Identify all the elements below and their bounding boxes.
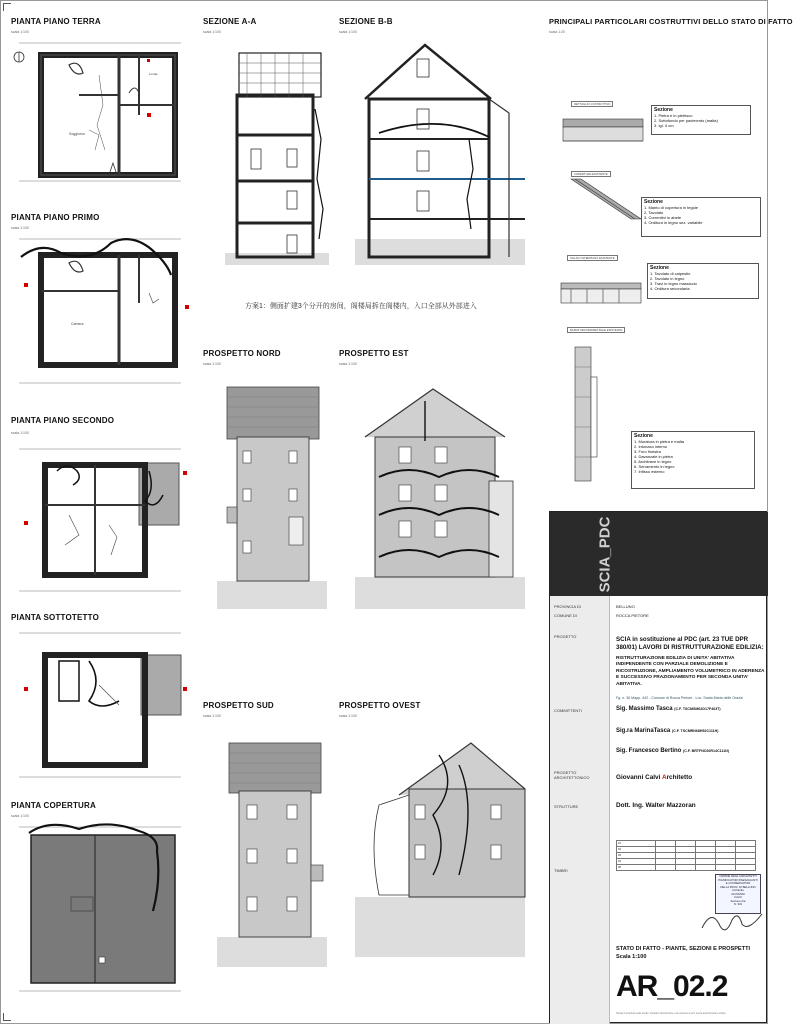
- detail-2-legend: [641, 197, 761, 237]
- stamp-line: N. 331: [733, 902, 743, 906]
- strutture-label: STRUTTURE: [554, 804, 579, 809]
- engineer-name: Dott. Ing. Walter Mazzoran: [616, 802, 696, 809]
- architect-name-rest: rchitetto: [666, 774, 693, 781]
- detail-2-tag: COPERTURA ESISTENTE: [571, 171, 611, 177]
- stamp-line: Sezione A/a: [730, 898, 746, 903]
- pianta-copertura-title: PIANTA COPERTURA: [11, 801, 96, 810]
- architect-stamp: [715, 874, 761, 914]
- revision-cell: [716, 865, 736, 871]
- particolari-scale: scala 1:20: [549, 30, 565, 34]
- pianta-piano-primo-plan: [9, 233, 195, 393]
- prospetto-ovest-scale: scala 1:100: [339, 714, 357, 718]
- detail-2-legend-title: Sezione: [644, 199, 663, 205]
- committente-name: Sig.ra MarinaTasca: [616, 728, 671, 734]
- detail-4-line: 6. Serramento in legno: [634, 464, 675, 469]
- architect-signature: [700, 910, 764, 934]
- committenti-label: COMMITTENTI: [554, 708, 582, 713]
- title-block-label-column: [550, 596, 610, 1024]
- detail-2-line: 1. Manto di copertura in tegole: [644, 205, 699, 210]
- pianta-piano-secondo-plan: [9, 441, 195, 601]
- detail-1-line: 3. Igl. 4 cm: [654, 123, 674, 128]
- revision-table: [616, 840, 756, 871]
- svg-text:Locale: Locale: [149, 72, 158, 76]
- pianta-primo-scale: scala 1:100: [11, 226, 29, 230]
- stamp-line: Architetto: [732, 888, 744, 892]
- prospetto-est-scale: scala 1:100: [339, 362, 357, 366]
- pianta-primo-title: PIANTA PIANO PRIMO: [11, 213, 100, 222]
- sezione-aa-title: SEZIONE A-A: [203, 17, 257, 26]
- prospetto-sud-scale: scala 1:100: [203, 714, 221, 718]
- prospetto-sud-title: PROSPETTO SUD: [203, 701, 274, 710]
- sheet-code: AR_02.2: [616, 970, 728, 1003]
- committente-name: Sig. Francesco Bertino: [616, 748, 682, 754]
- pianta-copertura-plan: [9, 821, 195, 1001]
- title-block: [549, 511, 767, 1023]
- architect-name: [616, 774, 692, 781]
- design-note-cn: 方案1：侧面扩建3个分开的房间，阁楼局拆在阁楼内，入口全部从外部进入: [245, 303, 477, 310]
- revision-cell: [656, 865, 676, 871]
- pianta-piano-terra-plan: [9, 35, 195, 195]
- sheet-title: STATO DI FATTO - PIANTE, SEZIONI E PROSPETTI: [616, 946, 751, 952]
- progetto-label: PROGETTO: [554, 634, 577, 639]
- detail-4-line: 2. Intonaco interno: [634, 444, 668, 449]
- revision-cell: 02: [617, 847, 656, 853]
- comune-value: ROCCA PIETORE: [616, 613, 649, 618]
- prospetto-est-title: PROSPETTO EST: [339, 349, 409, 358]
- detail-4-line: 5. Architrave in legno: [634, 459, 672, 464]
- svg-text:Soggiorno: Soggiorno: [69, 132, 85, 136]
- detail-3-line: 2. Tavolato in legno: [650, 276, 685, 281]
- detail-4-tag: MURATURA PERIMETRALE ESISTENTE: [567, 327, 625, 333]
- pianta-sottotetto-title: PIANTA SOTTOTETTO: [11, 613, 99, 622]
- prospetto-ovest-title: PROSPETTO OVEST: [339, 701, 421, 710]
- detail-2-line: 2. Tavolato: [644, 210, 664, 215]
- detail-4-line: 7. Infisso esterno: [634, 469, 665, 474]
- pianta-terra-scale: scala 1:100: [11, 30, 29, 34]
- prospetto-est-drawing: [339, 381, 535, 611]
- prospetto-ovest-drawing: [339, 725, 535, 961]
- detail-4-line: 1. Muratura in pietra e malta: [634, 439, 685, 444]
- sezione-bb-title: SEZIONE B-B: [339, 17, 393, 26]
- detail-3-legend-title: Sezione: [650, 265, 669, 271]
- detail-4-line: 4. Davanzale in pietra: [634, 454, 673, 459]
- project-description: RISTRUTTURAZIONE EDILIZIA DI UNITA' ABITATIVA INDIPENDENTE CON PARZIALE DEMOLIZIONE E RICOSTRUZIONE, AMPLIAMENTO VOLUMETRICO IN ADERENZA E SUCCESSIVO FRAZIONAMENTO PER SECONDA UNITA' ABITATIVA.: [616, 656, 765, 687]
- detail-4-line: 3. Foro finestra: [634, 449, 661, 454]
- prospetto-sud-drawing: [203, 739, 333, 969]
- detail-3-line: 3. Travi in legno massiccio: [650, 281, 697, 286]
- project-title: SCIA in sostituzione al PDC (art. 23 TUE DPR 380/01) LAVORI DI RISTRUTTURAZIONE EDILIZIA:: [616, 636, 764, 651]
- committente-2: [616, 728, 718, 734]
- sezione-aa-drawing: [203, 39, 333, 267]
- committente-cf: (C.F. TSCMSM62D17F463T): [674, 707, 721, 711]
- detail-3-line: 4. Orditura secondaria: [650, 286, 690, 291]
- detail-4-legend-title: Sezione: [634, 433, 653, 439]
- pianta-copertura-scale: scala 1:100: [11, 814, 29, 818]
- sheet-scale: Scala 1:100: [616, 954, 647, 960]
- pianta-sottotetto-plan: [9, 625, 195, 785]
- detail-3-line: 1. Tavolato di calpestio: [650, 271, 691, 276]
- timbri-label: TIMBRI: [554, 868, 568, 873]
- frame-corner-mark: [3, 1013, 11, 1021]
- committente-1: [616, 706, 721, 712]
- committente-name: Sig. Massimo Tasca: [616, 706, 673, 712]
- revision-cell: 03: [617, 853, 656, 859]
- revision-cell: 05: [617, 865, 656, 871]
- revision-cell: 04: [617, 859, 656, 865]
- detail-1-legend-title: Sezione: [654, 107, 673, 113]
- detail-3-legend: [647, 263, 759, 299]
- revision-cell: [676, 865, 696, 871]
- sezione-bb-scale: scala 1:100: [339, 30, 357, 34]
- prospetto-nord-drawing: [203, 381, 333, 611]
- sezione-bb-drawing: [339, 39, 535, 267]
- project-location: Fg. n. 36 Mapp. 442 - Comune di Rocca Pietore - Loc. Santa Maria delle Grazie: [616, 696, 743, 700]
- revision-cell: [736, 865, 756, 871]
- stamp-line: PIANIFICATORI PAESAGGISTI: [718, 877, 758, 882]
- detail-1-line: 2. Sottofondo per pavimento (malta): [654, 118, 718, 123]
- revision-row: [617, 865, 756, 871]
- prospetto-nord-scale: scala 1:100: [203, 362, 221, 366]
- stamp-line: DELLA PROV. DI BELLUNO: [720, 884, 756, 889]
- revision-cell: 01: [617, 841, 656, 847]
- progettista-label: PROGETTO ARCHITETTONICO: [554, 770, 590, 780]
- detail-2-line: 4. Orditura in legno sez. variabile: [644, 220, 703, 225]
- provincia-value: BELLUNO: [616, 604, 635, 609]
- detail-1-tag: DETTAGLIO COSTRUTTIVO: [571, 101, 613, 107]
- particolari-title: PRINCIPALI PARTICOLARI COSTRUTTIVI DELLO STATO DI FATTO: [549, 17, 793, 26]
- provincia-label: PROVINCIA DI: [554, 604, 581, 609]
- title-block-brand: SCIA_PDC: [596, 516, 614, 592]
- committente-cf: (C.F. BRTFNC66R14C111N): [683, 749, 729, 753]
- title-block-footer: Tavola di proprietà dello studio. Vietata la riproduzione o la cessione a terzi senza autorizzazione scritta.: [616, 1012, 726, 1015]
- svg-text:Camera: Camera: [71, 322, 84, 326]
- stamp-line: E CONSERVATORI: [725, 881, 751, 885]
- stamp-line: GIOVANNI: [731, 891, 745, 896]
- committente-3: [616, 748, 729, 754]
- pianta-secondo-title: PIANTA PIANO SECONDO: [11, 416, 115, 425]
- committente-cf: (C.F. TSCMRN68H52C111H): [671, 729, 719, 733]
- frame-corner-mark: [3, 3, 11, 11]
- revision-cell: [696, 865, 716, 871]
- comune-label: COMUNE DI: [554, 613, 577, 618]
- architect-name-initial: A: [661, 774, 667, 781]
- architect-name-first: Giovanni Calvi: [616, 774, 662, 781]
- stamp-line: ORDINE DEGLI ARCHITETTI: [719, 874, 757, 878]
- title-block-header: [550, 512, 768, 596]
- detail-1-line: 1. Pietra e in pietrisco: [654, 113, 693, 118]
- detail-3-tag: SOLAIO INTERPIANO ESISTENTE: [567, 255, 618, 261]
- detail-4-drawing: [561, 337, 621, 487]
- detail-1-legend: [651, 105, 751, 135]
- prospetto-nord-title: PROSPETTO NORD: [203, 349, 281, 358]
- detail-2-line: 3. Correntini in abete: [644, 215, 682, 220]
- detail-4-legend: [631, 431, 755, 489]
- stamp-line: CALVI: [734, 895, 742, 899]
- sezione-aa-scale: scala 1:100: [203, 30, 221, 34]
- pianta-terra-title: PIANTA PIANO TERRA: [11, 17, 101, 26]
- pianta-secondo-scale: scala 1:100: [11, 431, 29, 435]
